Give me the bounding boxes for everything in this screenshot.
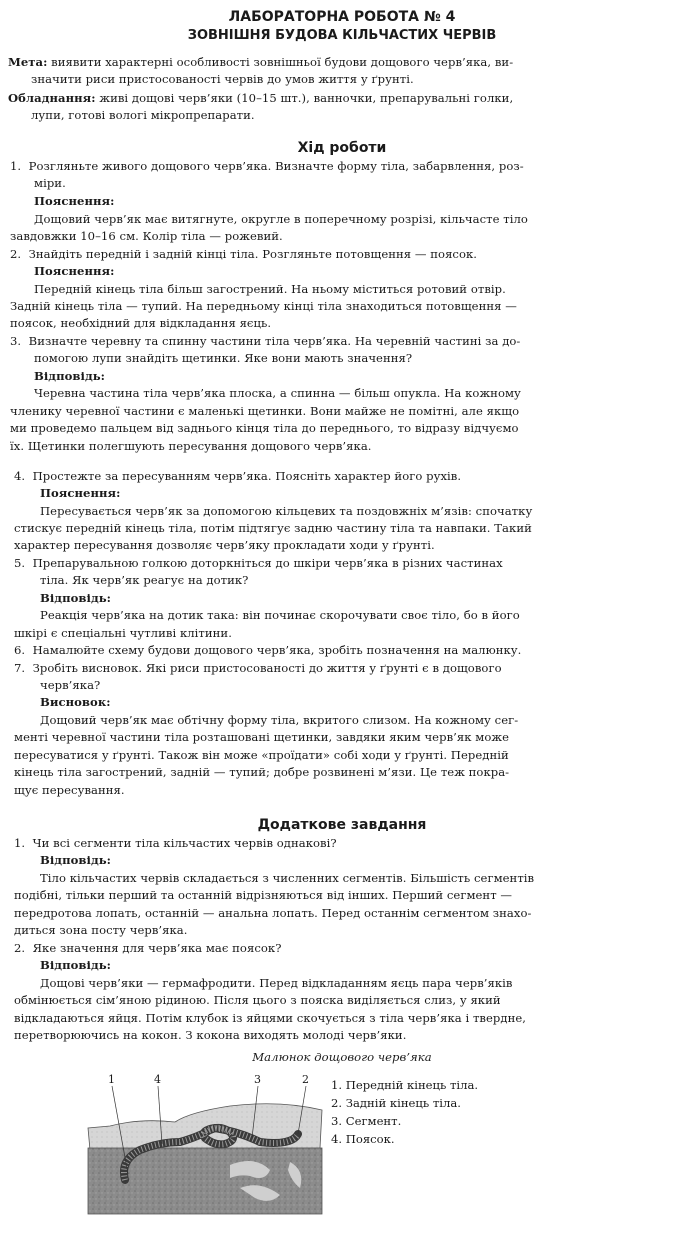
extra-line: Тіло кільчастих червів складається з численних сегментів. Більшість сегментів <box>40 871 535 885</box>
extra-line: Дощові черв’яки — гермафродити. Перед відкладанням яєць пара черв’яків <box>40 976 513 990</box>
progress-line: 4. Простежте за пересуванням черв’яка. Поясніть характер його рухів. <box>14 469 462 483</box>
figure-number-1: 1 <box>108 1073 115 1086</box>
progress-label: Пояснення: <box>40 486 121 500</box>
progress-line: Передній кінець тіла більш загострений. На ньому міститься ротовий отвір. <box>34 282 506 296</box>
figure-number-4: 4 <box>154 1073 161 1086</box>
progress-line: 5. Препарувальною голкою доторкніться до шкіри черв’яка в різних частинах <box>14 556 503 570</box>
progress-line: міри. <box>34 176 66 190</box>
lab-subtitle: ЗОВНІШНЯ БУДОВА КІЛЬЧАСТИХ ЧЕРВІВ <box>187 28 497 43</box>
progress-label: Відповідь: <box>40 591 111 605</box>
progress-line: ми проведемо пальцем від заднього кінця тіла до переднього, то відразу відчуємо <box>10 421 519 435</box>
progress-line: поясок, необхідний для відкладання яєць. <box>10 316 272 330</box>
progress-line: помогою лупи знайдіть щетинки. Яке вони мають значення? <box>34 351 413 365</box>
legend-item: 2. Задній кінець тіла. <box>331 1096 461 1110</box>
progress-line: менті черевної частини тіла розташовані щетинки, завдяки яким черв’як може <box>14 730 510 744</box>
progress-line: їх. Щетинки полегшують пересування дощового черв’яка. <box>10 439 372 453</box>
progress-line: черв’яка? <box>40 678 101 692</box>
extra-line: диться зона посту черв’яка. <box>14 923 188 937</box>
extra-label: Відповідь: <box>40 853 111 867</box>
progress-label: Пояснення: <box>34 264 115 278</box>
extra-label: Відповідь: <box>40 958 111 972</box>
progress-line: Черевна частина тіла черв’яка плоска, а спинна — більш опукла. На кожному <box>34 386 521 400</box>
worm-figure <box>80 1070 330 1215</box>
progress-line: Дощовий черв’як має обтічну форму тіла, вкритого слизом. На кожному сег- <box>40 713 519 727</box>
extra-line: подібні, тільки перший та останній відрізняються від інших. Перший сегмент — <box>14 888 513 902</box>
progress-line: 6. Намалюйте схему будови дощового черв’яка, зробіть позначення на малюнку. <box>14 643 522 657</box>
extra-line: відкладаються яйця. Потім клубок із яйцями скочується з тіла черв’яка і твердне, <box>14 1011 526 1025</box>
goal-line-2: значити риси пристосованості червів до умов життя у ґрунті. <box>31 72 414 86</box>
extra-line: обмінюється сім’яною рідиною. Після цього з пояска виділяється слиз, у який <box>14 993 501 1007</box>
progress-line: стискує передній кінець тіла, потім підтягує задню частину тіла та навпаки. Такий <box>14 521 532 535</box>
progress-line: 2. Знайдіть передній і задній кінці тіла. Розгляньте потовщення — поясок. <box>10 247 478 261</box>
extra-line: 1. Чи всі сегменти тіла кільчастих червів однакові? <box>14 836 337 850</box>
progress-label: Висновок: <box>40 695 111 709</box>
progress-line: пересуватися у ґрунті. Також він може «проїдати» собі ходи у ґрунті. Передній <box>14 748 509 762</box>
progress-line: Реакція черв’яка на дотик така: він починає скорочувати своє тіло, бо в його <box>40 608 520 622</box>
progress-line: шкірі є спеціальні чутливі клітини. <box>14 626 232 640</box>
progress-line: Задній кінець тіла — тупий. На передньому кінці тіла знаходиться потовщення — <box>10 299 517 313</box>
lab-title: ЛАБОРАТОРНА РОБОТА № 4 <box>228 9 456 25</box>
equip-label: Обладнання: <box>8 91 96 105</box>
progress-label: Відповідь: <box>34 369 105 383</box>
figure-number-3: 3 <box>254 1073 261 1086</box>
progress-heading: Хід роботи <box>297 140 387 156</box>
extra-line: перетворюючись на кокон. З кокона виходять молоді черв’яки. <box>14 1028 407 1042</box>
progress-line: членику черевної частини є маленькі щетинки. Вони майже не помітні, але якщо <box>10 404 520 418</box>
progress-label: Пояснення: <box>34 194 115 208</box>
progress-line: 7. Зробіть висновок. Які риси пристосованості до життя у ґрунті є в дощового <box>14 661 502 675</box>
equip-line-1 <box>8 90 513 107</box>
goal-line-1 <box>8 54 513 71</box>
progress-line: 3. Визначте черевну та спинну частини тіла черв’яка. На черевній частині за до- <box>10 334 521 348</box>
progress-line: завдовжки 10–16 см. Колір тіла — рожевий. <box>10 229 283 243</box>
goal-text-1: виявити характерні особливості зовнішньої будови дощового черв’яка, ви- <box>47 55 514 69</box>
progress-line: характер пересування дозволяє черв’яку прокладати ходи у ґрунті. <box>14 538 435 552</box>
progress-line: 1. Розгляньте живого дощового черв’яка. Визначте форму тіла, забарвлення, роз- <box>10 159 524 173</box>
progress-line: щує пересування. <box>14 783 125 797</box>
equip-text-1: живі дощові черв’яки (10–15 шт.), ванночки, препарувальні голки, <box>95 91 514 105</box>
progress-line: кінець тіла загострений, задній — тупий; добре розвинені м’язи. Це теж покра- <box>14 765 510 779</box>
legend-item: 1. Передній кінець тіла. <box>331 1078 479 1092</box>
legend-item: 4. Поясок. <box>331 1132 395 1146</box>
extra-heading: Додаткове завдання <box>257 817 427 833</box>
progress-line: Дощовий черв’як має витягнуте, округле в поперечному розрізі, кільчасте тіло <box>34 212 528 226</box>
extra-line: 2. Яке значення для черв’яка має поясок? <box>14 941 282 955</box>
extra-line: передротова лопать, останній — анальна лопать. Перед останнім сегментом знахо- <box>14 906 532 920</box>
progress-line: Пересувається черв’як за допомогою кільцевих та поздовжніх м’язів: спочатку <box>40 504 533 518</box>
goal-label: Мета: <box>8 55 48 69</box>
figure-number-2: 2 <box>302 1073 309 1086</box>
figure-caption: Малюнок дощового черв’яка <box>252 1050 432 1064</box>
equip-line-2: лупи, готові вологі мікропрепарати. <box>31 108 255 122</box>
progress-line: тіла. Як черв’як реагує на дотик? <box>40 573 249 587</box>
legend-item: 3. Сегмент. <box>331 1114 402 1128</box>
